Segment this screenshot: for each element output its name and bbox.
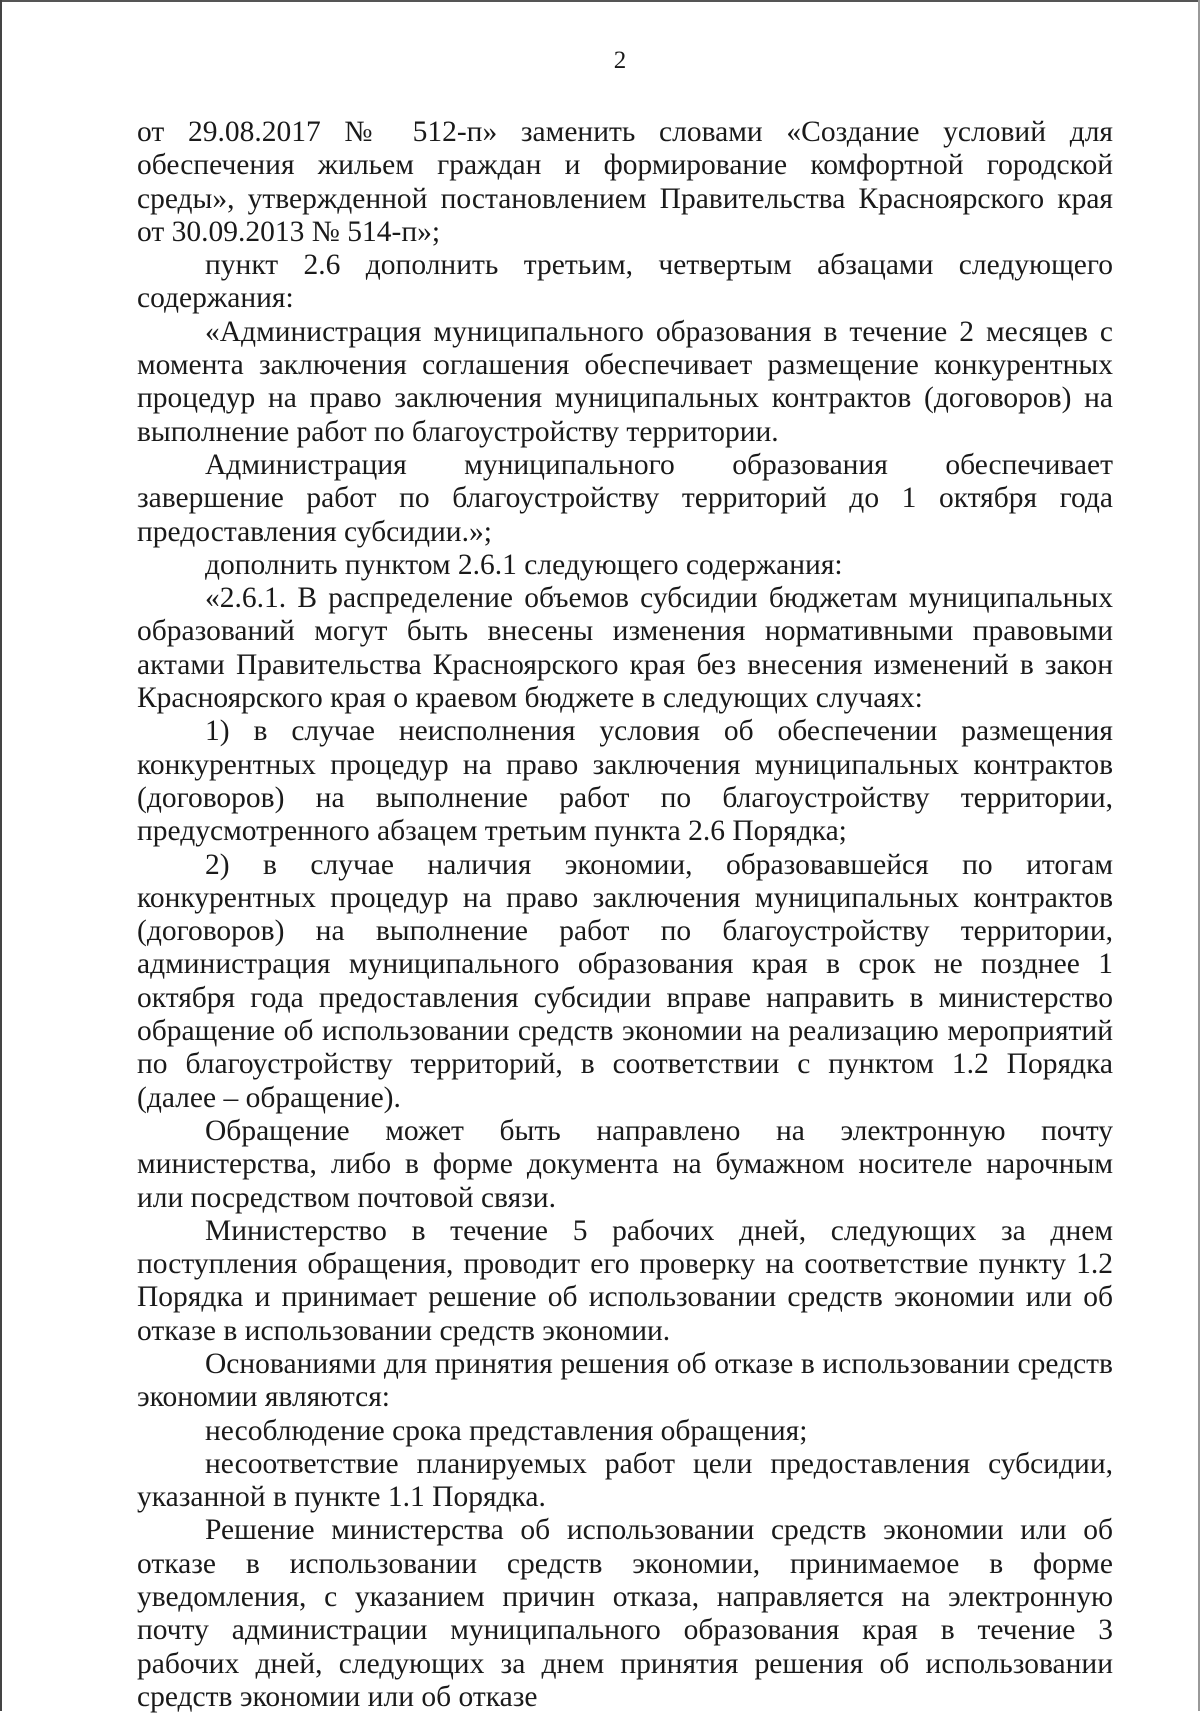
paragraph: «2.6.1. В распределение объемов субсидии бюджетам муниципальных образований могут быть внесены изменения нормативными правовыми актами Правительства Красноярского края без внесения изменений в закон Красноярского края о краевом бюджете в следующих случаях: xyxy=(137,582,1113,715)
list-item-2: 2) в случае наличия экономии, образовавшейся по итогам конкурентных процедур на право заключения муниципальных контрактов (договоров) на выполнение работ по благоустройству территории, администрация муниципального образования края в срок не позднее 1 октября года предоставления субсидии вправе направить в министерство обращение об использовании средств экономии на реализацию мероприятий по благоустройству территорий, в соответствии с пунктом 1.2 Порядка (далее – обращение). xyxy=(137,848,1113,1114)
paragraph: Решение министерства об использовании средств экономии или об отказе в использовании средств экономии, принимаемое в форме уведомления, с указанием причин отказа, направляется на электронную почту администрации муниципального образования края в течение 3 рабочих дней, следующих за днем принятия решения об использовании средств экономии или об отказе xyxy=(137,1514,1113,1713)
paragraph: Администрация муниципального образования обеспечивает завершение работ по благоустройству территорий до 1 октября года предоставления субсидии.»; xyxy=(137,448,1113,548)
paragraph: Министерство в течение 5 рабочих дней, следующих за днем поступления обращения, проводит его проверку на соответствие пункту 1.2 Порядка и принимает решение об использовании средств экономии или об отказе в использовании средств экономии. xyxy=(137,1214,1113,1347)
list-item-1: 1) в случае неисполнения условия об обеспечении размещения конкурентных процедур на право заключения муниципальных контрактов (договоров) на выполнение работ по благоустройству территории, предусмотренного абзацем третьим пункта 2.6 Порядка; xyxy=(137,715,1113,848)
paragraph: от 29.08.2017 № 512-п» заменить словами «Создание условий для обеспечения жильем граждан и формирование комфортной городской среды», утвержденной постановлением Правительства Красноярского края от 30.09.2013 № 514-п»; xyxy=(137,116,1113,248)
paragraph: несоответствие планируемых работ цели предоставления субсидии, указанной в пункте 1.1 Порядка. xyxy=(137,1447,1113,1514)
paragraph: несоблюдение срока представления обращения; xyxy=(205,1414,808,1447)
document-body xyxy=(137,116,1113,1714)
paragraph: Обращение может быть направлено на электронную почту министерства, либо в форме документа на бумажном носителе нарочным или посредством почтовой связи. xyxy=(137,1114,1113,1214)
scan-edge-top xyxy=(0,0,1200,2)
paragraph: Основаниями для принятия решения об отказе в использовании средств экономии являются: xyxy=(137,1347,1113,1414)
paragraph: дополнить пунктом 2.6.1 следующего содержания: xyxy=(205,548,843,581)
scan-edge-left xyxy=(0,0,2,1711)
paragraph: «Администрация муниципального образования в течение 2 месяцев с момента заключения соглашения обеспечивает размещение конкурентных процедур на право заключения муниципальных контрактов (договоров) на выполнение работ по благоустройству территории. xyxy=(137,315,1113,448)
paragraph: пункт 2.6 дополнить третьим, четвертым абзацами следующего содержания: xyxy=(137,249,1113,315)
page-number: 2 xyxy=(613,47,627,74)
